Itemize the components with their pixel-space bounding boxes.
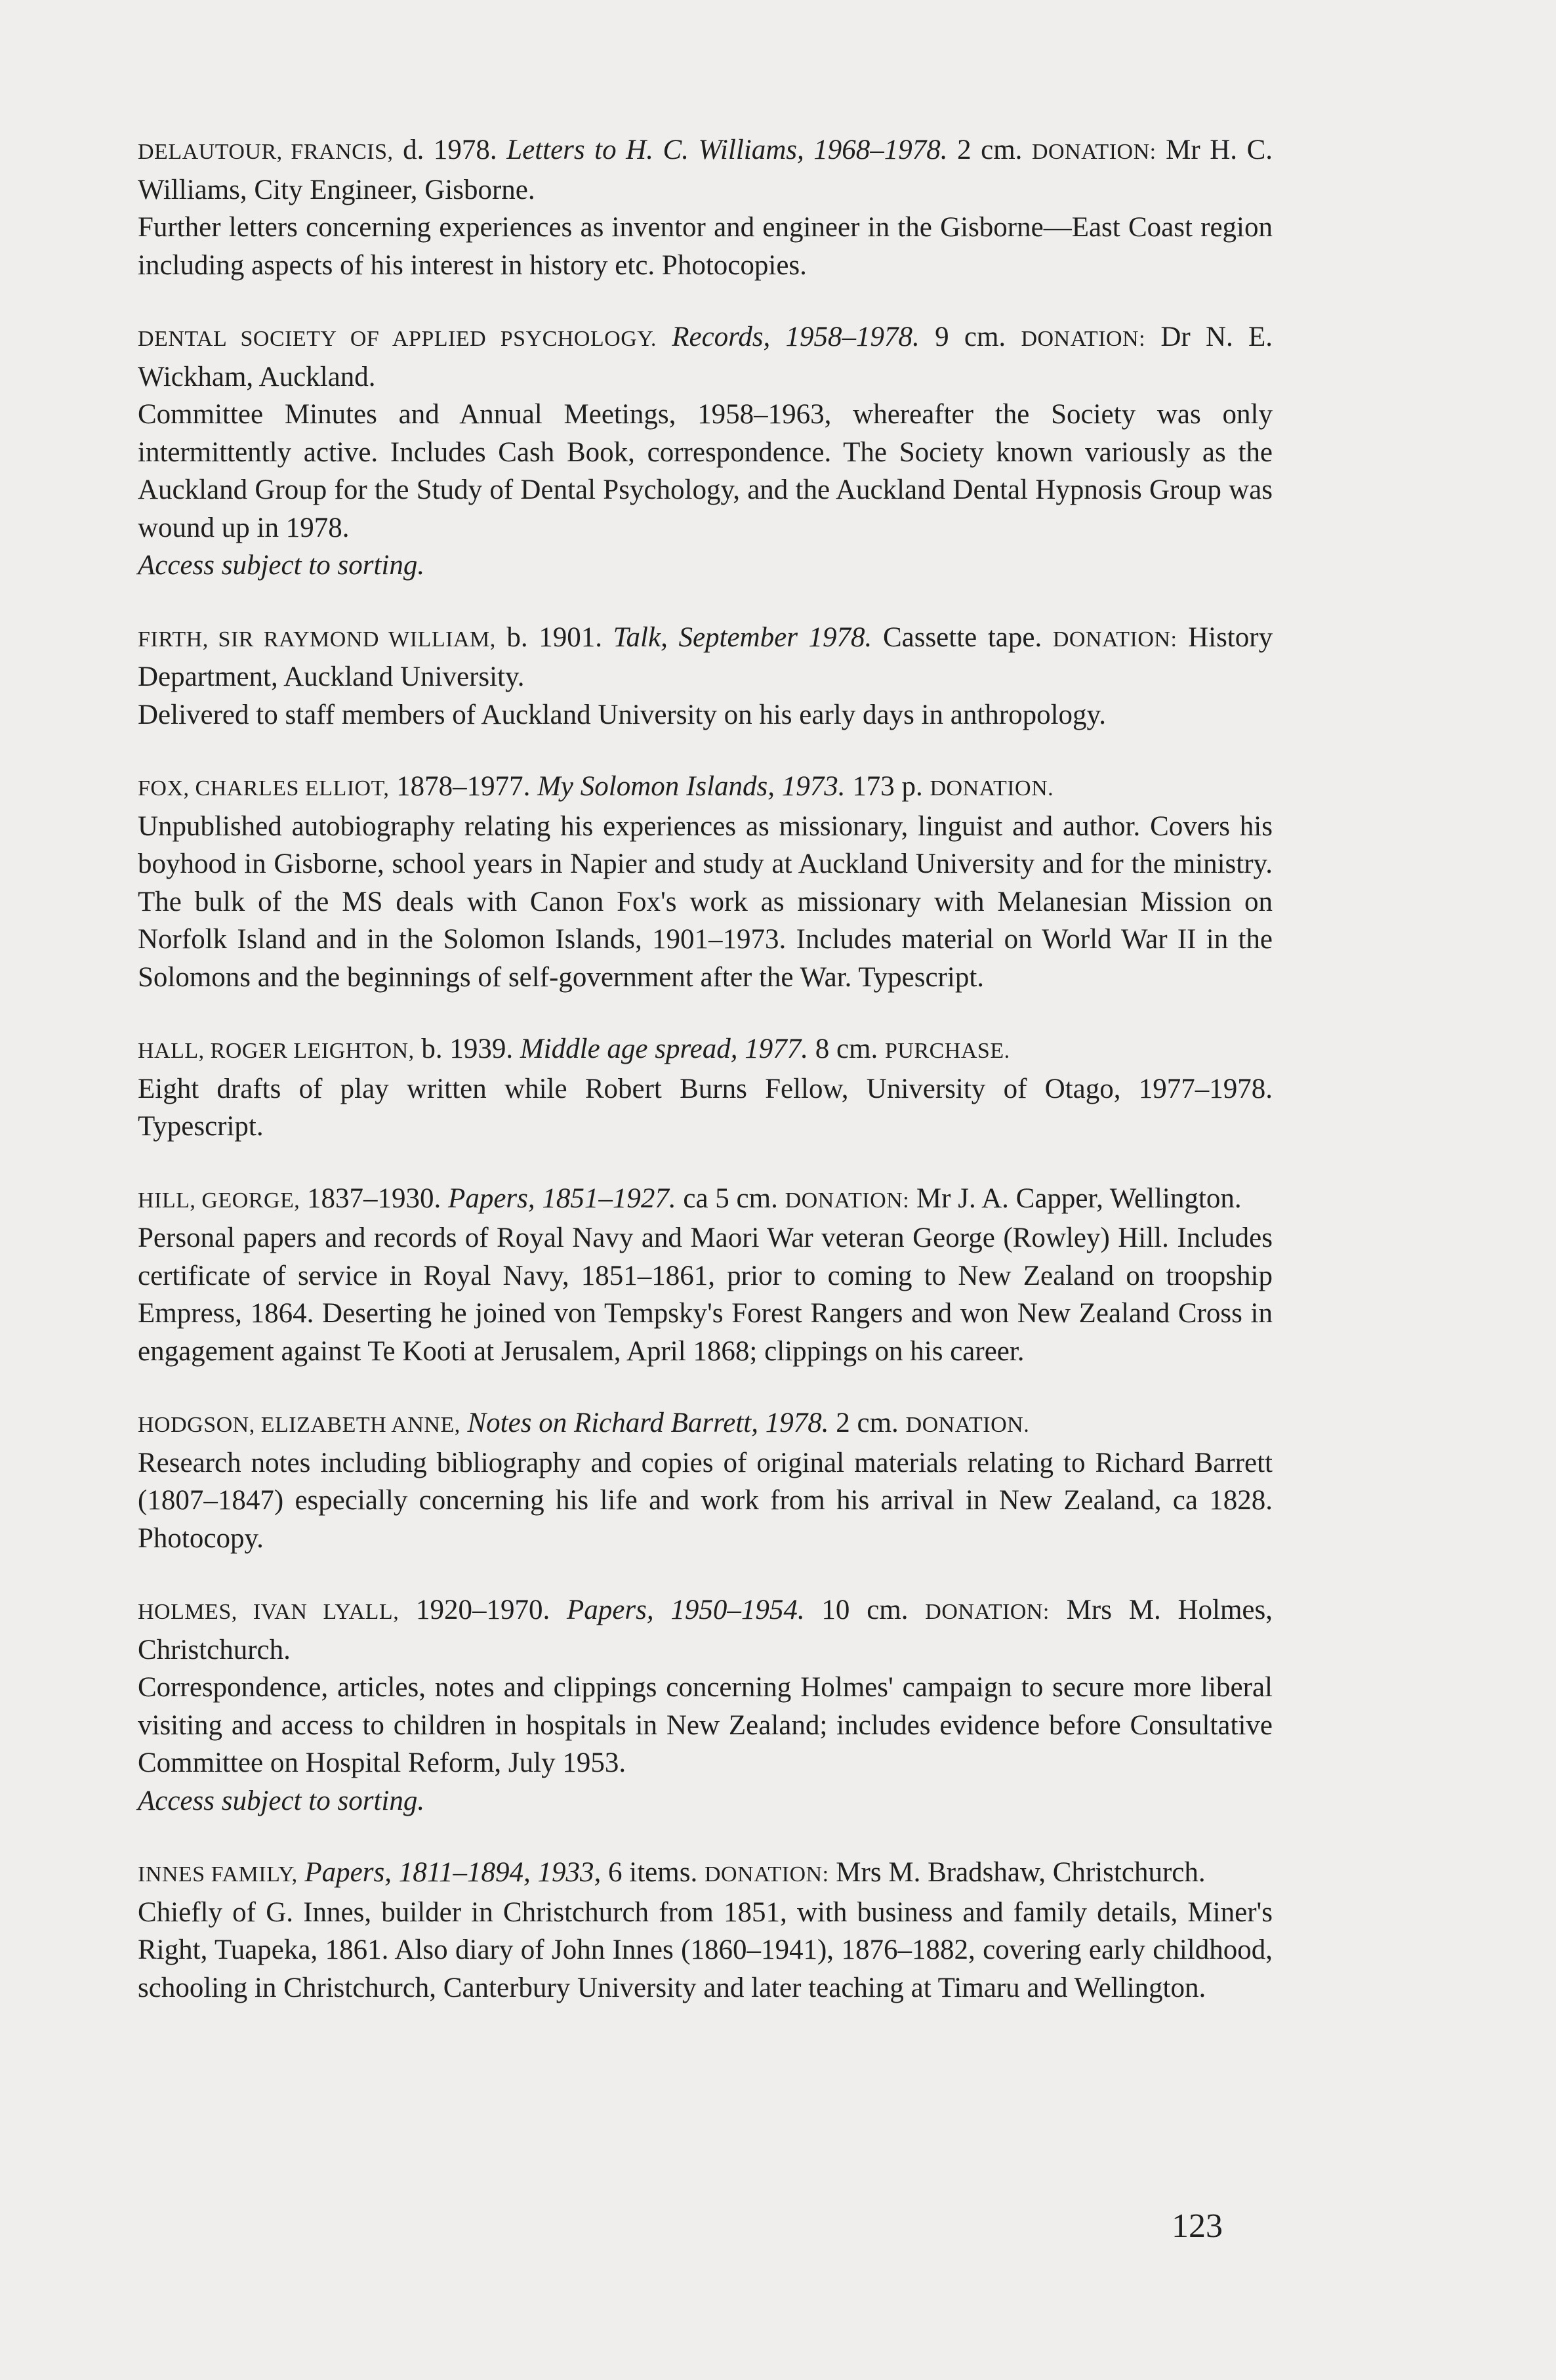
entry-description: Unpublished autobiography relating his experiences as missionary, linguist and author. Covers his boyhood in Gisborne, school years in Napier and study at Auckland University and for the ministry. The bulk of the MS deals with Canon Fox's work as missionary with Melanesian Mission on Norfolk Island and in the Solomon Islands, 1901–1973. Includes material on World War II in the Solomons and the beginnings of self-government after the War. Typescript.	[138, 810, 1273, 993]
entry-description: Delivered to staff members of Auckland University on his early days in anthropology.	[138, 699, 1107, 730]
entry-extent: Cassette tape.	[882, 621, 1042, 653]
entry-description: Eight drafts of play written while Robert Burns Fellow, University of Otago, 1977–1978. Typescript.	[138, 1073, 1273, 1142]
entry-dates: d. 1978.	[403, 135, 497, 165]
entry-extent: 6 items.	[608, 1857, 698, 1888]
entry-title: Papers, 1950–1954.	[567, 1595, 805, 1625]
entry-acquisition-detail: Mrs M. Bradshaw, Christchurch.	[836, 1857, 1206, 1888]
catalogue-page	[138, 131, 1273, 2041]
entry-acquisition-label: DONATION:	[1052, 627, 1177, 652]
entry-title: Talk, September 1978.	[613, 621, 872, 653]
entry-acquisition-detail: Mr H. C. Williams, City Engineer, Gisborne.	[138, 135, 1273, 205]
entry-name: FOX, CHARLES ELLIOT,	[138, 776, 390, 801]
entry-access-note: Access subject to sorting.	[138, 550, 425, 581]
entry-extent: 2 cm.	[957, 135, 1023, 165]
entry-name: INNES FAMILY,	[138, 1862, 298, 1887]
entry-holmes	[138, 1591, 1273, 1820]
entry-dates: b. 1939.	[421, 1033, 514, 1064]
entry-acquisition-detail: Mr J. A. Capper, Wellington.	[916, 1182, 1242, 1214]
entry-acquisition-label: DONATION:	[704, 1862, 829, 1887]
entry-acquisition-label: DONATION.	[930, 776, 1054, 801]
entry-innes	[138, 1854, 1273, 2007]
entry-name: DELAUTOUR, FRANCIS,	[138, 140, 394, 164]
entry-hill	[138, 1180, 1273, 1371]
entry-delautour	[138, 131, 1273, 284]
page-number: 123	[1172, 2207, 1223, 2245]
entry-dental-society	[138, 318, 1273, 585]
entry-extent: ca 5 cm.	[683, 1182, 778, 1214]
entry-fox	[138, 768, 1273, 996]
entry-acquisition-label: DONATION:	[1031, 140, 1157, 164]
entry-dates: b. 1901.	[506, 621, 602, 653]
entry-acquisition-label: DONATION:	[925, 1600, 1050, 1624]
entry-name: HODGSON, ELIZABETH ANNE,	[138, 1413, 461, 1437]
entry-acquisition-detail: History Department, Auckland University.	[138, 621, 1273, 692]
entry-title: Middle age spread, 1977.	[520, 1033, 808, 1064]
entry-dates: 1837–1930.	[307, 1182, 441, 1214]
entry-description: Further letters concerning experiences as inventor and engineer in the Gisborne—East Coast region including aspects of his interest in history etc. Photocopies.	[138, 212, 1273, 281]
entry-hall	[138, 1030, 1273, 1146]
entry-firth	[138, 619, 1273, 734]
entry-title: Papers, 1811–1894, 1933,	[304, 1857, 602, 1888]
entry-description: Committee Minutes and Annual Meetings, 1958–1963, whereafter the Society was only intermittently active. Includes Cash Book, correspondence. The Society known variously as the Auckland Group for the Study of Dental Psychology, and the Auckland Dental Hypnosis Group was wound up in 1978.	[138, 399, 1273, 543]
entry-dates: 1878–1977.	[396, 771, 531, 802]
entry-title: Records, 1958–1978.	[672, 322, 920, 352]
entry-acquisition-detail: Mrs M. Holmes, Christchurch.	[138, 1595, 1273, 1665]
entry-description: Research notes including bibliography and copies of original materials relating to Richard Barrett (1807–1847) especially concerning his life and work from his arrival in New Zealand, ca 1828. Photocopy.	[138, 1447, 1273, 1554]
entry-title: My Solomon Islands, 1973.	[537, 771, 846, 802]
entry-name: FIRTH, SIR RAYMOND WILLIAM,	[138, 627, 496, 652]
entry-access-note: Access subject to sorting.	[138, 1785, 425, 1816]
entry-description: Chiefly of G. Innes, builder in Christchurch from 1851, with business and family details, Miner's Right, Tuapeka, 1861. Also diary of John Innes (1860–1941), 1876–1882, covering early childhood, schooling in Christchurch, Canterbury University and later teaching at Timaru and Wellington.	[138, 1896, 1273, 2003]
entry-extent: 2 cm.	[836, 1408, 899, 1438]
entry-acquisition-label: DONATION.	[905, 1413, 1030, 1437]
entry-acquisition-label: PURCHASE.	[885, 1039, 1010, 1063]
entry-extent: 173 p.	[852, 771, 923, 802]
entry-description: Personal papers and records of Royal Navy and Maori War veteran George (Rowley) Hill. Includes certificate of service in Royal Navy, 1851–1861, prior to coming to New Zealand on troopship Empress, 1864. Deserting he joined von Tempsky's Forest Rangers and won New Zealand Cross in engagement against Te Kooti at Jerusalem, April 1868; clippings on his career.	[138, 1222, 1273, 1367]
entry-acquisition-label: DONATION:	[1021, 327, 1146, 351]
entry-acquisition-detail: Dr N. E. Wickham, Auckland.	[138, 322, 1273, 392]
entry-title: Letters to H. C. Williams, 1968–1978.	[506, 135, 948, 165]
entry-acquisition-label: DONATION:	[785, 1188, 910, 1213]
entry-name: HILL, GEORGE,	[138, 1188, 300, 1213]
entry-hodgson	[138, 1404, 1273, 1557]
entry-extent: 10 cm.	[821, 1595, 909, 1625]
entry-description: Correspondence, articles, notes and clippings concerning Holmes' campaign to secure more liberal visiting and access to children in hospitals in New Zealand; includes evidence before Consultative Committee on Hospital Reform, July 1953.	[138, 1672, 1273, 1778]
entry-name: HALL, ROGER LEIGHTON,	[138, 1039, 415, 1063]
entry-dates: 1920–1970.	[415, 1595, 550, 1625]
entry-extent: 9 cm.	[935, 322, 1006, 352]
entry-title: Papers, 1851–1927.	[448, 1182, 676, 1214]
entry-title: Notes on Richard Barrett, 1978.	[467, 1408, 829, 1438]
entry-name: DENTAL SOCIETY OF APPLIED PSYCHOLOGY.	[138, 327, 657, 351]
entry-extent: 8 cm.	[815, 1033, 878, 1064]
entry-name: HOLMES, IVAN LYALL,	[138, 1600, 399, 1624]
